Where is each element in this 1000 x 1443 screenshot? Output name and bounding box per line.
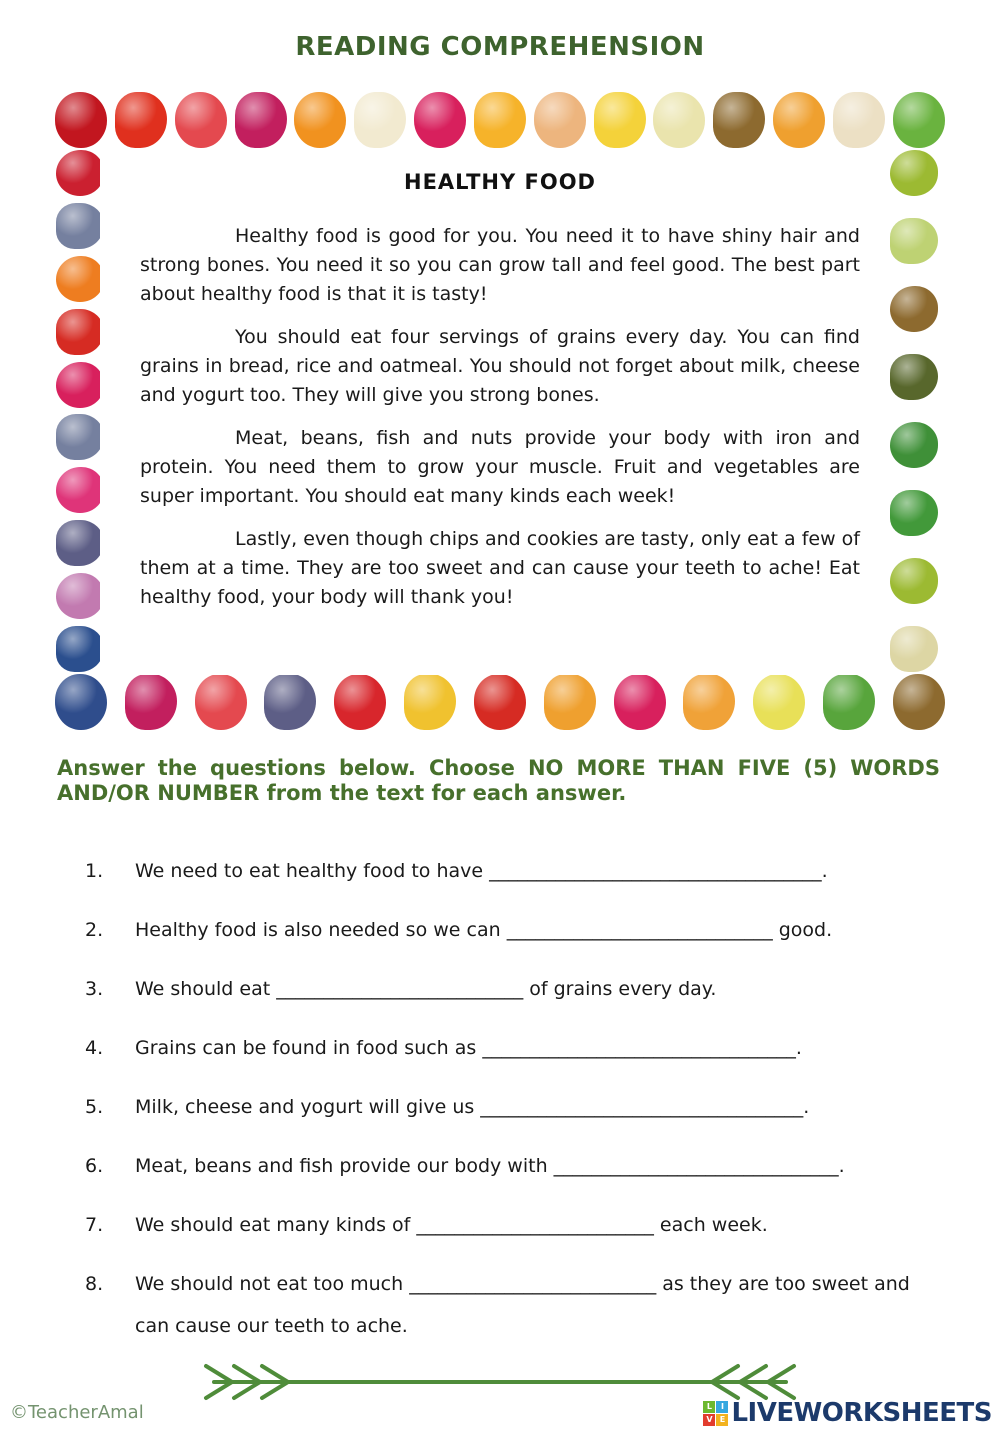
question-2-pre: Healthy food is also needed so we can [135,919,507,941]
question-6 [85,1145,930,1187]
question-3 [85,968,930,1010]
logo-cell-i: I [716,1401,728,1413]
blueberries-icon [56,626,104,672]
pink-fruit-icon [56,467,104,513]
turnip-icon [833,92,885,148]
eggplant-icon [264,674,316,730]
kiwi-slice-icon [890,150,938,196]
cherries-icon [614,674,666,730]
question-2-post: good. [772,919,833,941]
question-5 [85,1086,930,1128]
avocado-icon [890,354,938,400]
question-7 [85,1204,930,1246]
question-4-pre: Grains can be found in food such as [135,1037,483,1059]
instructions-part1: Answer the questions below. Choose [57,756,528,780]
question-6-number: 6. [85,1155,104,1177]
question-8-post: as they are too sweet and can cause our teeth to ache. [135,1273,910,1337]
question-6-text [135,1145,930,1187]
fruit-border-bottom [55,674,945,734]
author-credit: ©TeacherAmal [10,1402,144,1423]
instructions-keyword: NO MORE THAN FIVE (5) WORDS AND/OR NUMBER [57,756,940,805]
answer-blank-6[interactable]: ______________________________ [553,1155,839,1177]
logo-cell-e: E [716,1414,728,1426]
passage-paragraph-3: Meat, beans, fish and nuts provide your body with iron and protein. You need them to grow your muscle. Fruit and vegetables are super important. You should eat many kinds each week! [140,427,860,507]
answer-blank-4[interactable]: _________________________________ [482,1037,796,1059]
kiwi-slice-icon [890,558,938,604]
liveworksheets-wordmark: LIVEWORKSHEETS [731,1398,992,1428]
question-7-text [135,1204,930,1246]
question-4-text [135,1027,930,1069]
question-1 [85,850,930,892]
grapes-icon [55,674,107,730]
question-2-text [135,909,930,951]
blue-plum-icon [56,414,104,460]
answer-blank-3[interactable]: __________________________ [276,978,524,1000]
zucchini-icon [890,626,938,672]
pomegranate-icon [55,92,107,148]
answer-blank-2[interactable]: ____________________________ [506,919,773,941]
question-5-number: 5. [85,1096,104,1118]
berry-icon [56,573,104,619]
passage-paragraph-1: Healthy food is good for you. You need it to have shiny hair and strong bones. You need it so you can grow tall and feel good. The best part about healthy food is that it is tasty! [140,225,860,305]
papaya-icon [544,674,596,730]
pineapple-icon [753,674,805,730]
fruit-border-top [55,86,945,148]
banana-icon [594,92,646,148]
strawberry-icon [334,674,386,730]
cucumber-icon [890,218,938,264]
question-7-post: each week. [653,1214,768,1236]
yellow-pepper-icon [404,674,456,730]
question-8 [85,1263,930,1347]
kiwi-icon [890,286,938,332]
red-pepper-icon [115,92,167,148]
melon-icon [683,674,735,730]
broccoli-icon [890,490,938,536]
question-3-number: 3. [85,978,104,1000]
question-7-number: 7. [85,1214,104,1236]
question-7-pre: We should eat many kinds of [135,1214,417,1236]
cherries-icon [414,92,466,148]
chili-icon [474,674,526,730]
question-4 [85,1027,930,1069]
plum-icon [235,92,287,148]
cherries-icon [56,362,104,408]
green-beans-icon [890,422,938,468]
question-6-pre: Meat, beans and fish provide our body with [135,1155,554,1177]
apple-icon [56,150,104,196]
question-3-post: of grains every day. [523,978,717,1000]
question-6-post: . [838,1155,845,1177]
question-8-text [135,1263,930,1347]
mango-icon [474,92,526,148]
plum-icon [125,674,177,730]
fruit-border-right [890,150,942,672]
question-5-post: . [803,1096,810,1118]
answer-blank-8[interactable]: __________________________ [409,1273,657,1295]
passage-paragraph-4: Lastly, even though chips and cookies are tasty, only eat a few of them at a time. They are too sweet and can cause your teeth to ache! Eat healthy food, your body will thank you! [140,528,860,608]
tomato-icon [56,256,104,302]
logo-cell-l: L [703,1401,715,1413]
question-1-post: . [821,860,828,882]
question-8-number: 8. [85,1273,104,1295]
eggplant-icon [56,520,104,566]
question-4-number: 4. [85,1037,104,1059]
question-8-pre: We should not eat too much [135,1273,410,1295]
pear-icon [653,92,705,148]
watermelon-icon [175,92,227,148]
page-title: READING COMPREHENSION [295,32,705,62]
liveworksheets-logo[interactable] [703,1398,992,1428]
garlic-icon [354,92,406,148]
passage-heading: HEALTHY FOOD [404,170,596,194]
answer-blank-1[interactable]: ___________________________________ [489,860,822,882]
blue-plum-icon [56,203,104,249]
papaya-icon [773,92,825,148]
kiwi-icon [713,92,765,148]
question-1-number: 1. [85,860,104,882]
liveworksheets-logo-icon [703,1401,728,1426]
question-3-text [135,968,930,1010]
answer-blank-5[interactable]: __________________________________ [480,1096,804,1118]
watermelon-icon [195,674,247,730]
apricot-icon [534,92,586,148]
answer-blank-7[interactable]: _________________________ [416,1214,654,1236]
bitter-gourd-icon [823,674,875,730]
question-5-pre: Milk, cheese and yogurt will give us [135,1096,481,1118]
question-2 [85,909,930,951]
instructions-part3: from the text for each answer. [259,781,627,805]
instructions [57,756,940,806]
question-1-pre: We need to eat healthy food to have [135,860,490,882]
logo-cell-v: V [703,1414,715,1426]
kiwi-icon [893,674,945,730]
question-1-text [135,850,930,892]
question-4-post: . [795,1037,802,1059]
orange-icon [294,92,346,148]
question-3-pre: We should eat [135,978,277,1000]
passage-box [100,148,890,675]
questions-list [85,850,930,1364]
lettuce-icon [893,92,945,148]
question-5-text [135,1086,930,1128]
passage-paragraph-2: You should eat four servings of grains every day. You can find grains in bread, rice and oatmeal. You should not forget about milk, cheese and yogurt too. They will give you strong bones. [140,326,860,406]
chili-icon [56,309,104,355]
question-2-number: 2. [85,919,104,941]
